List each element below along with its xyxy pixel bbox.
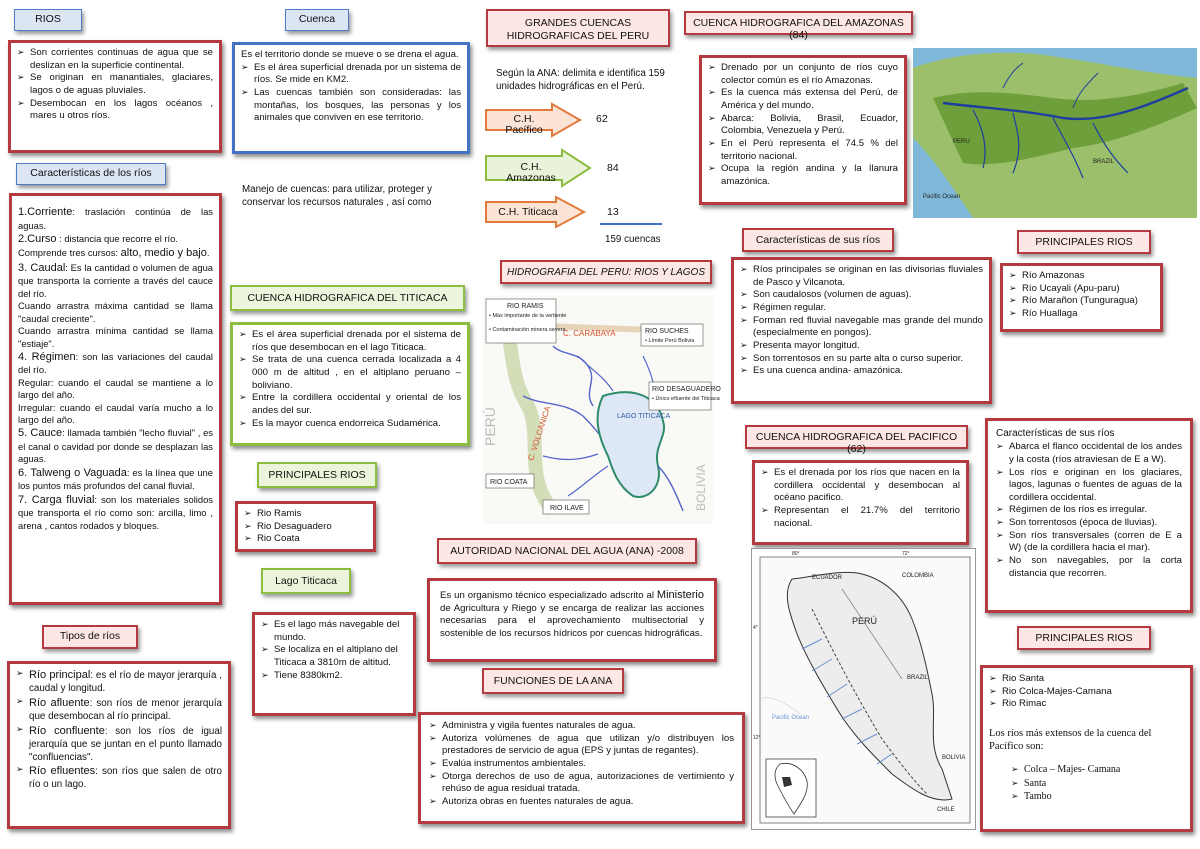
caracteristica-pacifico-item: ➢ Régimen de los ríos es irregular. — [996, 504, 1182, 517]
caracteristica-paragraph — [18, 402, 213, 427]
map-peru-72: 72° — [902, 551, 910, 557]
caracteristica-term: alto, medio y bajo — [120, 247, 207, 260]
map-amazon-pacific: Pacific Ocean — [923, 194, 961, 200]
caracteristica-text: Cuando arrastra mínima cantidad se llama "estiaje". — [18, 325, 213, 349]
caracteristica-term: 2.Curso — [18, 232, 57, 245]
caracteristica-text: Comprende tres cursos: — [18, 247, 121, 259]
lago-titicaca-item: ➢ Se localiza en el altiplano del Titicaca a 3810m de altitud. — [261, 644, 407, 669]
cuenca-title: Cuenca — [285, 9, 349, 31]
pacifico-item: ➢ Es el drenada por los ríos que nacen en la cordillera occidental y desembocan al océano pacifico. — [761, 467, 960, 505]
caracteristica-pacifico-item: ➢ Son torrentosos (época de lluvias). — [996, 517, 1182, 530]
caracteristica-sus-rio-item: ➢ Presenta mayor longitud. — [740, 340, 983, 353]
map-peru-ecuador: ECUADOR — [812, 575, 843, 581]
amazon-basin-map — [913, 48, 1197, 218]
extenso-item: ➢ Colca – Majes- Camana — [1011, 763, 1184, 777]
manejo-cuencas-text — [242, 183, 477, 209]
caracteristica-text: : son los materiales solidos que transporta el río como son: arcilla, limo , arena , cantos rodados y bloques. — [18, 493, 213, 531]
map1-label-desaguadero-1: • Único efluente del Titicaca — [652, 396, 720, 402]
rios-item: ➢ Se originan en manantiales, glaciares, lagos o de aguas pluviales. — [17, 72, 213, 97]
principales-titicaca-box — [235, 501, 376, 552]
tipo-rio-term: Río afluente — [29, 696, 90, 709]
tipo-rio-item — [16, 696, 222, 724]
caracteristica-paragraph — [18, 325, 213, 350]
caracteristica-pacifico-item: ➢ No son navegables, por la corta distancia que recorren. — [996, 555, 1182, 580]
caracteristica-pacifico-item: ➢ Son ríos transversales (corren de E a W) (de la cordillera hacia el mar). — [996, 530, 1182, 555]
pacifico-title: CUENCA HIDROGRAFICA DEL PACIFICO (62) — [745, 425, 968, 449]
pacifico-box — [752, 460, 969, 545]
caracteristicas-rios-title: Características de los ríos — [16, 163, 166, 185]
arrow-titicaca — [484, 195, 588, 229]
caracteristicas-sus-rios-list — [740, 264, 983, 378]
caracteristica-text: Irregular: cuando el caudal varía mucho a lo largo del año. — [18, 401, 213, 426]
caracteristica-term: 7. Carga fluvial — [18, 493, 95, 506]
pacifico-list — [761, 467, 960, 530]
caracteristica-paragraph — [18, 426, 213, 465]
rios-item: ➢ Son corrientes continuas de agua que se deslizan en la superficie continental. — [17, 47, 213, 72]
principal-amazonas-item: ➢ Río Marañon (Tunguragua) — [1009, 295, 1154, 308]
map-peru-pacific: Pacific Ocean — [772, 715, 810, 721]
arrow-pacifico — [484, 102, 584, 138]
funciones-box — [418, 712, 745, 824]
titicaca-list — [239, 329, 461, 430]
tipo-rio-term: Río principal — [29, 669, 91, 681]
principales-pacifico-box — [980, 665, 1193, 832]
ana-description — [440, 588, 704, 641]
tipos-rios-list — [16, 668, 222, 792]
lago-titicaca-box — [252, 612, 416, 716]
ana-title: AUTORIDAD NACIONAL DEL AGUA (ANA) -2008 — [437, 538, 697, 564]
funcion-item: ➢ Otorga derechos de uso de agua, autorizaciones de vertimiento y rehúso de agua residual tratada. — [429, 771, 734, 796]
map-peru-brazil: BRAZIL — [907, 675, 929, 681]
caracteristica-sus-rio-item: ➢ Son caudalosos (volumen de aguas). — [740, 289, 983, 302]
caracteristica-sus-rio-item: ➢ Régimen regular. — [740, 302, 983, 315]
caracteristica-paragraph — [18, 205, 213, 232]
caracteristica-paragraph — [18, 350, 213, 377]
tipos-rios-box — [7, 661, 231, 829]
cuenca-intro: Es el territorio donde se mueve o se drena el agua. — [241, 49, 459, 60]
cuenca-box — [232, 42, 470, 154]
map1-label-volcanica: C. VOLCANICA — [526, 405, 553, 462]
cuenca-list — [241, 62, 461, 125]
caracteristica-text: : Es la cantidad o volumen de agua que transporta la corriente a través del cauce del río. — [18, 261, 214, 299]
principal-amazonas-item: ➢ Río Amazonas — [1009, 270, 1154, 283]
principal-amazonas-item: ➢ Río Ucayali (Apu-paru) — [1009, 283, 1154, 296]
caracteristica-paragraph — [18, 261, 213, 300]
map1-label-desaguadero: RIO DESAGUADERO — [652, 386, 721, 393]
caracteristica-text: : llamada también "lecho fluvial" , es el canal o cavidad por donde se desplazan las aguas. — [18, 427, 213, 465]
principal-pacifico-item: ➢ Rio Santa — [989, 673, 1184, 686]
principales-amazonas-box — [1000, 263, 1163, 332]
caracteristica-text: Regular: cuando el caudal se mantiene a lo largo del año. — [18, 376, 213, 401]
map-peru-colombia: COLOMBIA — [902, 573, 934, 579]
titicaca-title: CUENCA HIDROGRAFICA DEL TITICACA — [230, 285, 465, 311]
caracteristicas-rios-box — [9, 193, 222, 605]
principal-titicaca-item: ➢ Rio Coata — [244, 533, 367, 546]
lago-titicaca-title: Lago Titicaca — [261, 568, 351, 594]
arrow-pacifico-label: C.H. Pacífico — [505, 113, 543, 136]
tipos-rios-title: Tipos de ríos — [42, 625, 138, 649]
map-peru-4: 4° — [753, 625, 758, 631]
map-peru-80: 80° — [792, 551, 800, 557]
tipo-rio-term: Río confluente — [29, 724, 105, 737]
titicaca-basin-map — [482, 296, 721, 524]
map1-label-peru: PERÚ — [482, 407, 498, 446]
titicaca-item: ➢ Entre la cordillera occidental y oriental de los andes del sur. — [239, 392, 461, 417]
tipo-rio-item — [16, 764, 222, 792]
caracteristica-sus-rio-item: ➢ Son torrentosos en su parte alta o curso superior. — [740, 353, 983, 366]
amazonas-item: ➢ En el Perú representa el 74.5 % del territorio nacional. — [708, 138, 898, 163]
caracteristica-text: : distancia que recorre el río. — [56, 232, 178, 244]
arrow-amazonas-label: C.H. Amazonas — [506, 161, 556, 184]
ana-box — [427, 578, 717, 662]
principales-titicaca-title: PRINCIPALES RIOS — [257, 462, 377, 488]
caracteristica-term: 5. Cauce — [18, 427, 63, 440]
map1-label-coata: RIO COATA — [490, 479, 528, 486]
rios-list — [17, 47, 213, 123]
caracteristica-term: 6. Talweng o Vaguada — [18, 466, 127, 479]
titicaca-item: ➢ Es la mayor cuenca endorreica Sudamérica. — [239, 418, 461, 431]
caracteristicas-rios-text — [18, 205, 213, 532]
funcion-item: ➢ Evalúa instrumentos ambientales. — [429, 758, 734, 771]
rios-item: ➢ Desembocan en los lagos océanos , mares u otros ríos. — [17, 98, 213, 123]
manejo-cuencas-label: Manejo de cuencas — [242, 184, 327, 195]
map1-label-ilave: RIO ILAVE — [550, 505, 584, 512]
caracteristicas-pacifico-title: Características de sus ríos — [996, 428, 1115, 439]
amazonas-box — [699, 55, 907, 205]
map1-label-carabaya: C. CARABAYA — [563, 329, 616, 338]
map-amazon-peru: PERU — [953, 139, 970, 145]
amazonas-item: ➢ Ocupa la región andina y la llanura amazónica. — [708, 163, 898, 188]
caracteristica-text: . — [206, 247, 210, 259]
lago-titicaca-item: ➢ Es el lago más navegable del mundo. — [261, 619, 407, 644]
principales-amazonas-list — [1009, 270, 1154, 321]
caracteristica-sus-rio-item: ➢ Forman red fluvial navegable mas grande del mundo (especialmente en pongos). — [740, 315, 983, 340]
peru-pacific-map — [751, 548, 976, 830]
pacifico-item: ➢ Representan el 21.7% del territorio nacional. — [761, 505, 960, 530]
rios-box — [8, 40, 222, 153]
manejo-cuencas-desc: : para utilizar, proteger y conservar los recursos naturales , así como — [242, 184, 433, 209]
lago-titicaca-list — [261, 619, 407, 682]
caracteristica-paragraph — [18, 246, 213, 261]
funcion-item: ➢ Autoriza volúmenes de agua que utilizan y/o distribuyen los prestadores de servicio de agua (EPS y juntas de regantes). — [429, 733, 734, 758]
caracteristicas-sus-rios-title: Características de sus ríos — [742, 228, 894, 252]
value-pacifico: 62 — [596, 113, 608, 125]
map1-label-ramis-2: • Contaminación minera severa — [489, 327, 566, 333]
sum-line — [600, 223, 662, 225]
amazonas-title: CUENCA HIDROGRAFICA DEL AMAZONAS (84) — [684, 11, 913, 35]
map-peru-peru: PERÚ — [852, 616, 878, 626]
map1-label-ramis: RIO RAMIS — [507, 303, 544, 310]
grandes-cuencas-line2: HIDROGRAFICAS DEL PERU — [506, 30, 650, 43]
cuenca-item: ➢ Es el área superficial drenada por un sistema de ríos. Se mide en KM2. — [241, 62, 461, 87]
map1-label-suches: RIO SUCHES — [645, 328, 689, 335]
extensos-text: Los ríos más extensos de la cuenca del Pacífico son: — [989, 727, 1152, 753]
arrow-titicaca-label: C.H. Titicaca — [498, 206, 558, 218]
amazonas-item: ➢ Drenado por un conjunto de ríos cuyo colector común es el río Amazonas. — [708, 62, 898, 87]
caracteristica-term: 4. Régimen — [18, 350, 76, 363]
map1-label-lago: LAGO TITICACA — [617, 413, 671, 420]
tipo-rio-desc: : es el río de mayor jerarquía , caudal y longitud. — [29, 670, 223, 694]
value-titicaca: 13 — [607, 206, 619, 218]
caracteristica-text: : son las variaciones del caudal del río. — [18, 350, 213, 376]
principales-titicaca-list — [244, 508, 367, 546]
titicaca-item: ➢ Se trata de una cuenca cerrada localizada a 4 000 m de altitud , en el altiplano peruano – boliviano. — [239, 354, 461, 392]
tipo-rio-desc: : son ríos de menor jerarquía que desembocan al río principal. — [29, 697, 222, 722]
map1-label-ramis-1: • Más importante de la vertiente — [489, 313, 567, 319]
map1-label-bolivia: BOLIVIA — [694, 464, 708, 511]
arrow-amazonas — [484, 148, 594, 188]
caracteristicas-sus-rios-box — [731, 257, 992, 404]
map1-label-suches-1: • Límite Perú Bolivia — [645, 338, 695, 344]
caracteristica-text: : es la línea que une los puntos más profundos del canal fluvial. — [18, 466, 213, 492]
ana-delimita-text: Según la ANA: delimita e identifica 159 unidades hidrográficas en el Perú. — [496, 68, 665, 93]
ana-text-after: de Agricultura y Riego y se encarga de realizar las acciones necesarias para el aprovechamiento multisectorial y sostenible de los recursos hídricos por cuencas hidrográficas. — [440, 602, 704, 639]
caracteristica-paragraph — [18, 466, 213, 493]
map-peru-12: 12° — [753, 735, 761, 741]
principal-titicaca-item: ➢ Rio Ramis — [244, 508, 367, 521]
value-amazonas: 84 — [607, 162, 619, 174]
caracteristica-sus-rio-item: ➢ Ríos principales se originan en las divisorias fluviales de Pasco y Vilcanota. — [740, 264, 983, 289]
grandes-cuencas-title — [486, 9, 670, 47]
lago-titicaca-item: ➢ Tiene 8380km2. — [261, 670, 407, 683]
caracteristica-paragraph — [18, 377, 213, 402]
extenso-item: ➢ Tambo — [1011, 790, 1184, 804]
principal-pacifico-item: ➢ Rio Colca-Majes-Camana — [989, 686, 1184, 699]
tipo-rio-item — [16, 668, 222, 696]
principal-amazonas-item: ➢ Río Huallaga — [1009, 308, 1154, 321]
map-peru-chile: CHILE — [937, 807, 955, 813]
principales-amazonas-title: PRINCIPALES RIOS — [1017, 230, 1151, 254]
hidrografia-title: HIDROGRAFIA DEL PERU: RIOS Y LAGOS — [500, 260, 712, 284]
titicaca-item: ➢ Es el área superficial drenada por el sistema de ríos que desembocan en el lago Titicaca. — [239, 329, 461, 354]
extensos-list — [1011, 763, 1184, 804]
total-cuencas: 159 cuencas — [605, 234, 661, 245]
rios-title: RIOS — [14, 9, 82, 31]
extenso-item: ➢ Santa — [1011, 777, 1184, 791]
principales-pacifico-list — [989, 673, 1184, 711]
caracteristicas-pacifico-list — [996, 441, 1182, 580]
caracteristica-term: 3. Caudal — [18, 261, 66, 274]
tipo-rio-term: Río efluentes — [29, 765, 96, 778]
caracteristicas-pacifico-box — [985, 418, 1193, 613]
caracteristica-text: : traslación continúa de las aguas. — [18, 206, 213, 231]
funcion-item: ➢ Administra y vigila fuentes naturales de agua. — [429, 720, 734, 733]
map-amazon-brazil: BRAZIL — [1093, 159, 1115, 165]
tipo-rio-item — [16, 724, 222, 765]
caracteristica-sus-rio-item: ➢ Es una cuenca andina- amazónica. — [740, 365, 983, 378]
ana-ministerio: Ministerio — [656, 589, 704, 601]
caracteristica-paragraph — [18, 232, 213, 247]
caracteristica-paragraph — [18, 300, 213, 325]
grandes-cuencas-line1: GRANDES CUENCAS — [524, 17, 632, 29]
amazonas-item: ➢ Abarca: Bolivia, Brasil, Ecuador, Colombia, Venezuela y Perú. — [708, 113, 898, 138]
funciones-title: FUNCIONES DE LA ANA — [482, 668, 624, 694]
map-peru-bolivia: BOLIVIA — [942, 755, 966, 761]
caracteristica-paragraph — [18, 493, 213, 532]
principales-pacifico-title: PRINCIPALES RIOS — [1017, 626, 1151, 650]
tipo-rio-desc: : son ríos que salen de otro río o un lago. — [29, 766, 222, 791]
tipo-rio-desc: : son los ríos de igual jerarquía que se juntan en el punto llamado "confluencias". — [29, 725, 223, 763]
amazonas-item: ➢ Es la cuenca más extensa del Perú, de América y del mundo. — [708, 87, 898, 112]
cuenca-item: ➢ Las cuencas también son consideradas: las montañas, los bosques, las personas y los animales que conviven en ese territorio. — [241, 87, 461, 125]
caracteristica-term: 1.Corriente — [18, 206, 73, 218]
titicaca-box — [230, 322, 470, 446]
ana-text-before: Es un organismo técnico especializado adscrito al — [440, 590, 657, 601]
principal-pacifico-item: ➢ Rio Rimac — [989, 698, 1184, 711]
principal-titicaca-item: ➢ Rio Desaguadero — [244, 521, 367, 534]
caracteristica-pacifico-item: ➢ Abarca el flanco occidental de los andes y la costa (ríos atraviesan de E a W). — [996, 441, 1182, 466]
funciones-list — [429, 720, 734, 809]
caracteristica-pacifico-item: ➢ Los ríos e originan en los glaciares, lagos, lagunas o fuentes de aguas de la cordillera occidental. — [996, 467, 1182, 505]
amazonas-list — [708, 62, 898, 189]
funcion-item: ➢ Autoriza obras en fuentes naturales de agua. — [429, 796, 734, 809]
caracteristica-text: Cuando arrastra máxima cantidad se llama "caudal creciente". — [18, 300, 213, 324]
